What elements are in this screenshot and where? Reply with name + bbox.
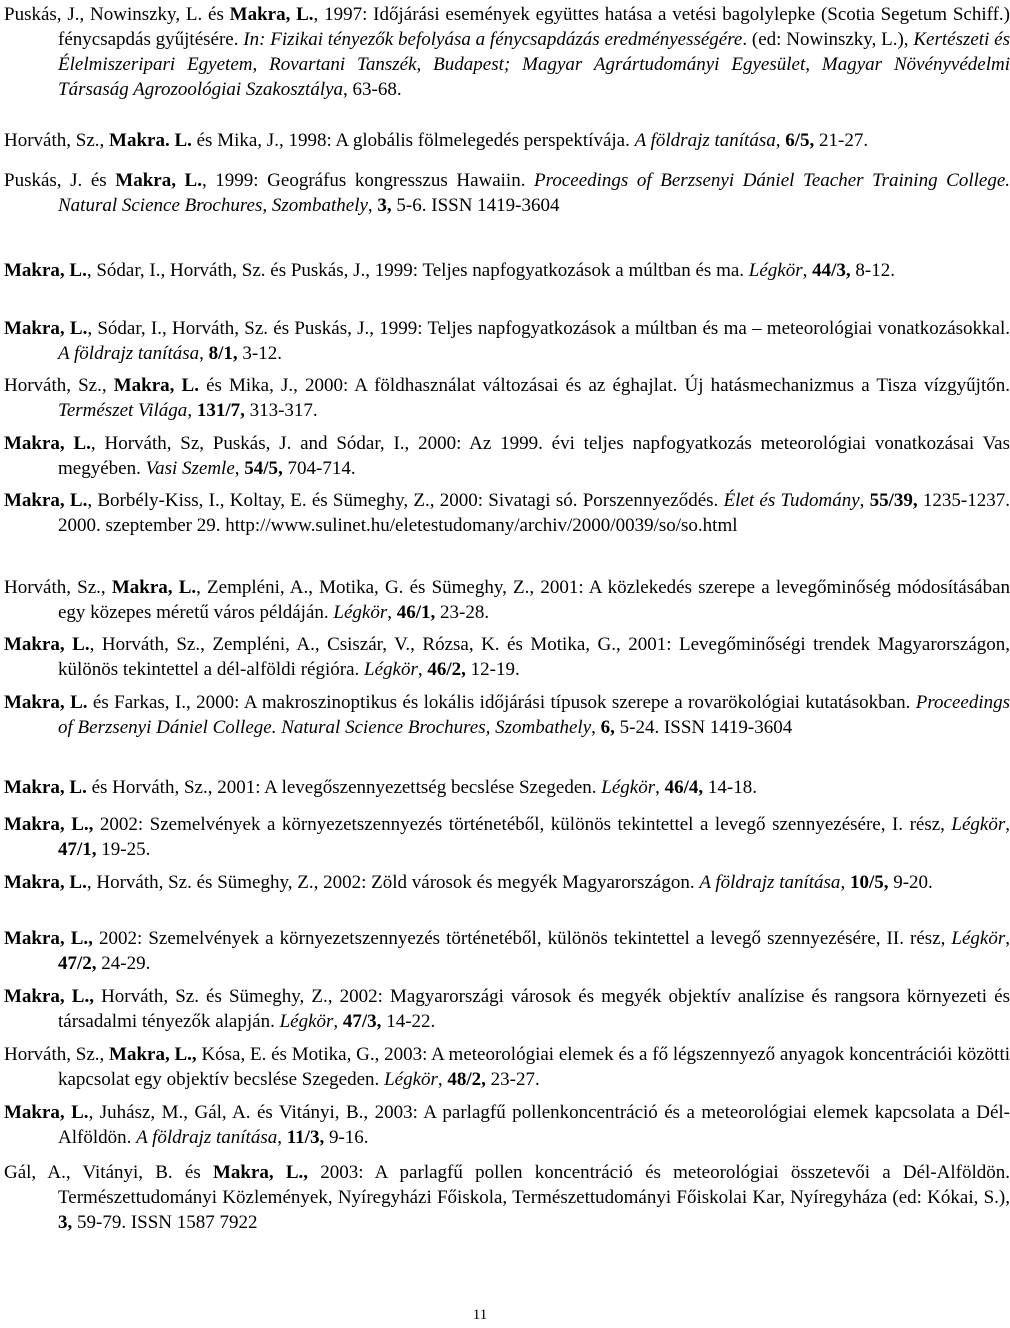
- reference-entry: [4, 812, 1010, 862]
- reference-text: és Farkas, I., 2000: A makroszinoptikus és lokális időjárási típusok szerepe a rovarökológiai kutatásokban.: [87, 692, 916, 713]
- reference-bold-text: Makra, L.: [4, 777, 87, 798]
- reference-bold-text: Makra, L.: [4, 1102, 89, 1123]
- reference-bold-text: Makra, L.,: [109, 1044, 197, 1065]
- reference-entry: [4, 1042, 1010, 1092]
- reference-entry: [4, 128, 1010, 153]
- reference-text: 9-20.: [888, 872, 933, 893]
- reference-text: 313-317.: [244, 400, 318, 421]
- reference-text: 14-18.: [703, 777, 757, 798]
- reference-entry: [4, 926, 1010, 976]
- reference-entry: [4, 690, 1010, 740]
- reference-entry: [4, 2, 1010, 102]
- reference-text: ,: [591, 717, 601, 738]
- reference-text: . (ed: Nowinszky, L.),: [742, 29, 914, 50]
- reference-entry: [4, 984, 1010, 1034]
- reference-text: ,: [1005, 814, 1010, 835]
- reference-italic-text: Kertészeti és Élelmiszeripari Egyetem, Rovartani Tanszék, Budapest; Magyar Agrártudományi Egyesület, Magyar Növényvédelmi Társaság Agrozoológiai Szakosztálya: [58, 29, 1010, 100]
- reference-text: Horváth, Sz.,: [4, 375, 114, 396]
- reference-text: 14-22.: [381, 1011, 436, 1032]
- reference-text: 5-6. ISSN 1419-3604: [391, 195, 560, 216]
- reference-text: ,: [840, 872, 850, 893]
- reference-italic-text: Légkör: [748, 260, 803, 281]
- reference-text: 21-27.: [814, 130, 869, 151]
- reference-text: ,: [775, 130, 786, 151]
- reference-entry: [4, 870, 1010, 895]
- reference-bold-text: 46/4,: [664, 777, 704, 798]
- reference-bold-text: Makra, L.: [4, 318, 88, 339]
- reference-text: Horváth, Sz.,: [4, 1044, 110, 1065]
- reference-text: Kósa, E. és Motika, G., 2003: A meteorológiai elemek és a fő légszennyező anyagok koncentrációi közötti kapcsolat egy objektív becslése Szegeden.: [58, 1044, 1010, 1090]
- reference-bold-text: 3,: [377, 195, 392, 216]
- reference-italic-text: Légkör: [951, 928, 1006, 949]
- reference-text: 1235-1237. 2000. szeptember 29.: [58, 490, 1010, 536]
- reference-bold-text: 3,: [58, 1212, 73, 1233]
- reference-entry: [4, 316, 1010, 366]
- reference-text: ,: [367, 195, 378, 216]
- reference-text: , Horváth, Sz, Puskás, J. and Sódar, I., 2000: Az 1999. évi teljes napfogyatkozás meteorológiai vonatkozásai Vas megyében.: [58, 433, 1010, 479]
- reference-italic-text: In: Fizikai tényezők befolyása a fénycsapdázás eredményességére: [243, 29, 743, 50]
- reference-bold-text: 46/2,: [427, 659, 466, 680]
- reference-text: Horváth, Sz.,: [4, 577, 112, 598]
- reference-text: 59-79. ISSN 1587 7922: [72, 1212, 258, 1233]
- reference-italic-text: Légkör: [333, 602, 388, 623]
- reference-italic-text: A földrajz tanítása: [634, 130, 776, 151]
- reference-text: ,: [417, 659, 428, 680]
- reference-bold-text: 11/3,: [286, 1127, 325, 1148]
- reference-bold-text: Makra, L.,: [4, 814, 94, 835]
- reference-italic-text: Légkör: [364, 659, 418, 680]
- reference-bold-text: 44/3,: [812, 260, 851, 281]
- reference-bold-text: 8/1,: [208, 343, 238, 364]
- reference-italic-text: A földrajz tanítása: [699, 872, 841, 893]
- reference-text: 3-12.: [237, 343, 282, 364]
- reference-text: 19-25.: [96, 839, 151, 860]
- reference-text: ,: [1005, 928, 1010, 949]
- reference-text: Horváth, Sz.,: [4, 130, 110, 151]
- reference-bold-text: Makra, L.: [4, 692, 88, 713]
- reference-bold-text: Makra, L.: [4, 872, 87, 893]
- reference-bold-text: Makra, L.: [111, 577, 197, 598]
- reference-bold-text: 46/1,: [396, 602, 436, 623]
- reference-text: 23-28.: [435, 602, 490, 623]
- reference-bold-text: Makra, L.,: [212, 1162, 309, 1183]
- reference-url: http://www.sulinet.hu/eletestudomany/archiv/2000/0039/so/so.html: [225, 515, 738, 536]
- reference-text: ,: [199, 343, 209, 364]
- page-number: 11: [472, 1307, 488, 1323]
- reference-text: ,: [655, 777, 665, 798]
- reference-italic-text: Légkör: [279, 1011, 334, 1032]
- reference-italic-text: Természet Világa: [58, 400, 188, 421]
- reference-bold-text: 48/2,: [447, 1069, 486, 1090]
- reference-italic-text: A földrajz tanítása: [136, 1127, 278, 1148]
- reference-text: ,: [277, 1127, 287, 1148]
- reference-entry: [4, 775, 1010, 800]
- reference-bold-text: Makra, L.: [115, 170, 202, 191]
- reference-text: , 63-68.: [343, 79, 402, 100]
- reference-italic-text: Élet és Tudomány: [723, 490, 860, 511]
- reference-bold-text: Makra, L.: [4, 634, 90, 655]
- reference-entry: [4, 632, 1010, 682]
- reference-bold-text: 47/3,: [342, 1011, 382, 1032]
- reference-bold-text: Makra, L.,: [4, 928, 93, 949]
- reference-italic-text: Vasi Szemle: [145, 458, 235, 479]
- reference-entry: [4, 373, 1010, 423]
- reference-text: , Sódar, I., Horváth, Sz. és Puskás, J., 1999: Teljes napfogyatkozások a múltban és ma – meteorológiai vonatkozásokkal.: [87, 318, 1010, 339]
- reference-entry: [4, 1100, 1010, 1150]
- reference-text: 23-27.: [485, 1069, 540, 1090]
- reference-text: , Horváth, Sz., Zempléni, A., Csiszár, V., Rózsa, K. és Motika, G., 2001: Levegőminőségi trendek Magyarországon, különös tekintettel a dél-alföldi régióra.: [58, 634, 1010, 680]
- reference-text: és Mika, J., 2000: A földhasználat változásai és az éghajlat. Új hatásmechanizmus a Tisza vízgyűjtőn.: [198, 375, 1010, 396]
- reference-entry: [4, 488, 1010, 538]
- reference-text: 24-29.: [96, 953, 151, 974]
- reference-text: , 1997: Időjárási események együttes hatása a vetési bagolylepke (Scotia Segetum Schiff.) fénycsapdás gyűjtésére.: [58, 4, 1010, 50]
- reference-text: 2002: Szemelvények a környezetszennyezés történetéből, különös tekintettel a levegő szennyezésére, II. rész,: [92, 928, 952, 949]
- reference-bold-text: 47/2,: [58, 953, 97, 974]
- reference-bold-text: 6/5,: [785, 130, 815, 151]
- reference-text: Puskás, J., Nowinszky, L. és: [4, 4, 230, 25]
- reference-text: , Zempléni, A., Motika, G. és Sümeghy, Z., 2001: A közlekedés szerepe a levegőminőség módosításában egy közepes méretű város példáján.: [58, 577, 1010, 623]
- reference-text: , Sódar, I., Horváth, Sz. és Puskás, J., 1999: Teljes napfogyatkozások a múltban és ma.: [86, 260, 749, 281]
- reference-text: 5-24. ISSN 1419-3604: [614, 717, 793, 738]
- reference-bold-text: Makra, L.: [4, 490, 88, 511]
- reference-italic-text: Légkör: [951, 814, 1006, 835]
- reference-entry: [4, 168, 1010, 218]
- reference-text: Horváth, Sz. és Sümeghy, Z., 2002: Magyarországi városok és megyék objektív analízise és rangsora környezeti és társadalmi tényezők alapján.: [58, 986, 1010, 1032]
- reference-entry: [4, 575, 1010, 625]
- reference-italic-text: A földrajz tanítása: [58, 343, 200, 364]
- reference-italic-text: Proceedings of Berzsenyi Dániel College. Natural Science Brochures, Szombathely: [58, 692, 1010, 738]
- reference-bold-text: Makra, L.: [229, 4, 314, 25]
- reference-italic-text: Proceedings of Berzsenyi Dániel Teacher Training College. Natural Science Brochures, Szombathely: [58, 170, 1010, 216]
- reference-text: 9-16.: [324, 1127, 369, 1148]
- reference-text: ,: [859, 490, 870, 511]
- reference-bold-text: Makra, L.: [4, 433, 91, 454]
- reference-text: , 1999: Geográfus kongresszus Hawaiin.: [201, 170, 535, 191]
- reference-text: ,: [387, 602, 397, 623]
- reference-text: ,: [437, 1069, 448, 1090]
- reference-bold-text: 6,: [600, 717, 615, 738]
- reference-text: ,: [802, 260, 813, 281]
- reference-entry: [4, 258, 1010, 283]
- reference-bold-text: 131/7,: [196, 400, 245, 421]
- reference-text: és Horváth, Sz., 2001: A levegőszennyezettség becslése Szegeden.: [86, 777, 602, 798]
- reference-text: , Borbély-Kiss, I., Koltay, E. és Sümeghy, Z., 2000: Sivatagi só. Porszennyeződés.: [87, 490, 724, 511]
- reference-text: és Mika, J., 1998: A globális fölmelegedés perspektívája.: [191, 130, 635, 151]
- reference-text: 2002: Szemelvények a környezetszennyezés történetéből, különös tekintettel a levegő szennyezésére, I. rész,: [93, 814, 952, 835]
- reference-text: Puskás, J. és: [4, 170, 116, 191]
- reference-bold-text: Makra, L.: [4, 260, 87, 281]
- reference-text: , Horváth, Sz. és Sümeghy, Z., 2002: Zöld városok és megyék Magyarországon.: [86, 872, 700, 893]
- reference-text: 704-714.: [282, 458, 356, 479]
- reference-text: 2003: A parlagfű pollen koncentráció és meteorológiai összetevői a Dél-Alföldön. Természettudományi Közlemények, Nyíregyházi Főiskola, Természettudományi Főiskolai Kar, Nyíregyháza (ed: Kókai, S.),: [58, 1162, 1010, 1208]
- reference-bold-text: Makra, L.: [113, 375, 199, 396]
- reference-bold-text: Makra. L.: [109, 130, 192, 151]
- reference-text: ,: [333, 1011, 343, 1032]
- reference-bold-text: 54/5,: [244, 458, 283, 479]
- reference-text: , Juhász, M., Gál, A. és Vitányi, B., 2003: A parlagfű pollenkoncentráció és a meteorológiai elemek kapcsolata a Dél-Alföldön.: [58, 1102, 1010, 1148]
- reference-bold-text: 10/5,: [849, 872, 889, 893]
- reference-entry: [4, 431, 1010, 481]
- reference-text: ,: [234, 458, 245, 479]
- reference-text: 12-19.: [465, 659, 520, 680]
- reference-text: Gál, A., Vitányi, B. és: [4, 1162, 213, 1183]
- reference-italic-text: Légkör: [384, 1069, 438, 1090]
- reference-entry: [4, 1160, 1010, 1235]
- reference-italic-text: Légkör: [601, 777, 656, 798]
- reference-text: ,: [187, 400, 197, 421]
- reference-bold-text: 47/1,: [58, 839, 97, 860]
- reference-bold-text: Makra, L.,: [4, 986, 94, 1007]
- reference-bold-text: 55/39,: [869, 490, 918, 511]
- reference-text: 8-12.: [850, 260, 895, 281]
